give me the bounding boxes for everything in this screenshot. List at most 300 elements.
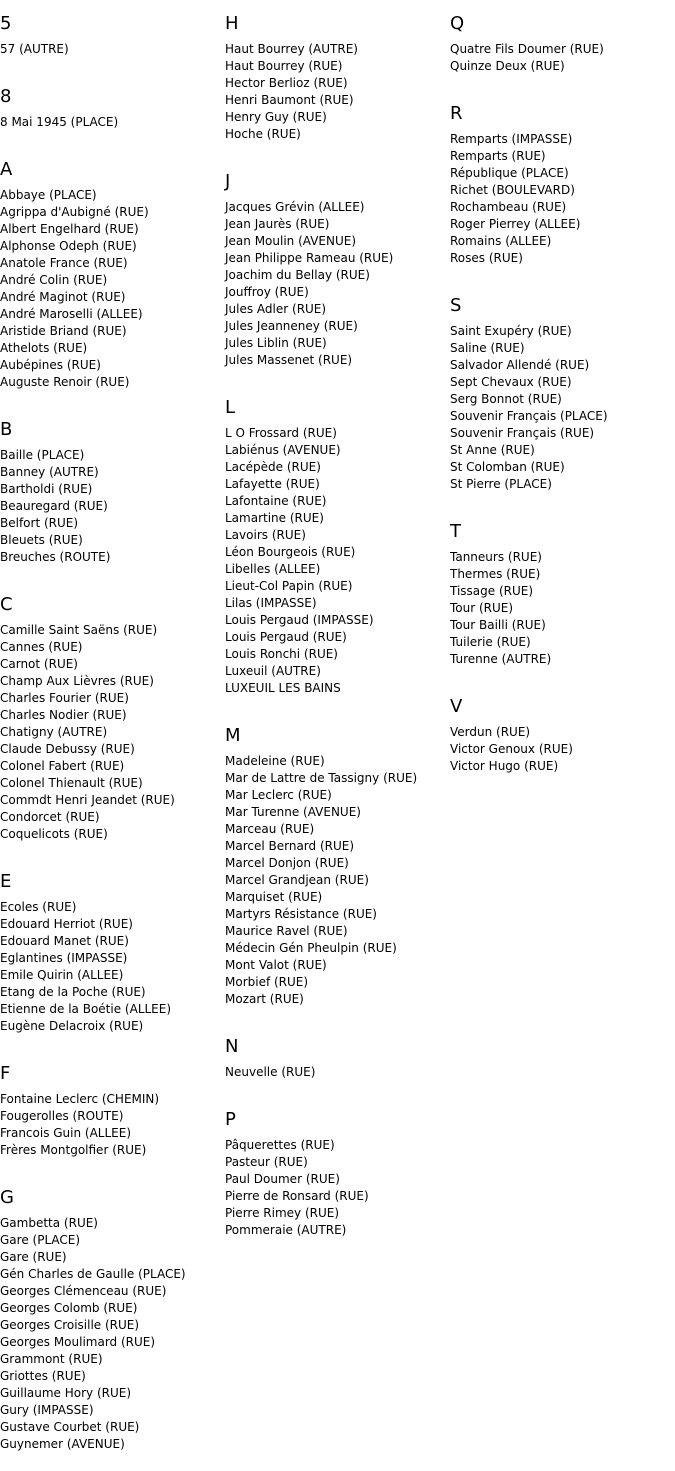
street-link[interactable]: Jacques Grévin (ALLEE): [225, 200, 365, 214]
street-list-item: [0, 306, 225, 323]
street-list-item: [225, 957, 450, 974]
street-list: [450, 319, 675, 493]
street-link[interactable]: Remparts (RUE): [450, 149, 546, 163]
street-list-item: [450, 182, 675, 199]
street-link[interactable]: Gare (RUE): [0, 1250, 67, 1264]
street-link[interactable]: Georges Moulimard (RUE): [0, 1335, 156, 1349]
section-spacer: [450, 75, 675, 90]
street-link[interactable]: Athelots (RUE): [0, 341, 88, 355]
street-link[interactable]: Hector Berlioz (RUE): [225, 76, 348, 90]
street-link[interactable]: Jouffroy (RUE): [225, 285, 309, 299]
street-list-item: [0, 1283, 225, 1300]
street-link[interactable]: Haut Bourrey (RUE): [225, 59, 343, 73]
street-list-item: [225, 335, 450, 352]
street-link[interactable]: Commdt Henri Jeandet (RUE): [0, 793, 175, 807]
street-list-item: [450, 651, 675, 668]
section-spacer: [450, 668, 675, 683]
street-link[interactable]: Gare (PLACE): [0, 1233, 81, 1247]
street-link[interactable]: Mont Valot (RUE): [225, 958, 327, 972]
letter-section: [0, 0, 225, 73]
street-list-item: [450, 741, 675, 758]
street-link[interactable]: Georges Croisille (RUE): [0, 1318, 140, 1332]
street-link[interactable]: Cannes (RUE): [0, 640, 83, 654]
street-link[interactable]: Médecin Gén Pheulpin (RUE): [225, 941, 397, 955]
letter-section: [0, 581, 225, 858]
street-list-item: [225, 41, 450, 58]
street-link[interactable]: Lacépède (RUE): [225, 460, 321, 474]
street-link[interactable]: Grammont (RUE): [0, 1352, 103, 1366]
street-link[interactable]: Claude Debussy (RUE): [0, 742, 135, 756]
street-link[interactable]: Charles Nodier (RUE): [0, 708, 127, 722]
street-list-item: [225, 126, 450, 143]
street-link[interactable]: Joachim du Bellay (RUE): [225, 268, 370, 282]
street-list-item: [450, 459, 675, 476]
street-link[interactable]: Baille (PLACE): [0, 448, 85, 462]
street-list-item: [225, 889, 450, 906]
street-list: [450, 720, 675, 775]
street-list: [450, 37, 675, 75]
street-link[interactable]: Pâquerettes (RUE): [225, 1138, 335, 1152]
street-list-item: [225, 940, 450, 957]
street-link[interactable]: Charles Fourier (RUE): [0, 691, 129, 705]
section-letter-heading: E: [0, 871, 12, 892]
street-list-item: [225, 233, 450, 250]
street-list-item: [0, 1266, 225, 1283]
street-list-item: [0, 289, 225, 306]
street-link[interactable]: Lavoirs (RUE): [225, 528, 306, 542]
street-link[interactable]: Fougerolles (ROUTE): [0, 1109, 124, 1123]
section-letter-heading: T: [450, 521, 461, 542]
street-list-item: [0, 792, 225, 809]
street-link[interactable]: Camille Saint Saëns (RUE): [0, 623, 158, 637]
street-link[interactable]: Romains (ALLEE): [450, 234, 552, 248]
street-link[interactable]: Martyrs Résistance (RUE): [225, 907, 377, 921]
street-list-item: [0, 826, 225, 843]
street-list-item: [0, 899, 225, 916]
street-list-item: [0, 481, 225, 498]
street-link[interactable]: Victor Hugo (RUE): [450, 759, 559, 773]
street-list-item: [225, 1137, 450, 1154]
street-link[interactable]: Georges Colomb (RUE): [0, 1301, 138, 1315]
street-list: [225, 195, 450, 369]
street-list-item: [450, 323, 675, 340]
section-letter-heading: Q: [450, 13, 465, 34]
street-link[interactable]: Roses (RUE): [450, 251, 523, 265]
street-link[interactable]: République (PLACE): [450, 166, 569, 180]
street-list-item: [225, 1064, 450, 1081]
street-list-item: [0, 758, 225, 775]
street-link[interactable]: Victor Genoux (RUE): [450, 742, 573, 756]
street-list-item: [450, 634, 675, 651]
street-link[interactable]: Jules Massenet (RUE): [225, 353, 353, 367]
street-link[interactable]: Tuilerie (RUE): [450, 635, 531, 649]
street-link[interactable]: Labiénus (AVENUE): [225, 443, 341, 457]
street-link[interactable]: Chatigny (AUTRE): [0, 725, 108, 739]
street-list-item: [450, 549, 675, 566]
street-link[interactable]: Lamartine (RUE): [225, 511, 324, 525]
street-list-item: [0, 549, 225, 566]
street-link[interactable]: Griottes (RUE): [0, 1369, 86, 1383]
street-link[interactable]: Jean Moulin (AVENUE): [225, 234, 357, 248]
street-link[interactable]: Tissage (RUE): [450, 584, 534, 598]
street-link[interactable]: Marcel Bernard (RUE): [225, 839, 355, 853]
street-list-item: [0, 639, 225, 656]
street-list-item: [225, 646, 450, 663]
section-spacer: [0, 58, 225, 73]
street-list-item: [0, 323, 225, 340]
street-index-column-3: [450, 0, 675, 790]
section-spacer: [225, 1239, 450, 1254]
street-link[interactable]: Henry Guy (RUE): [225, 110, 327, 124]
street-list-item: [450, 476, 675, 493]
street-link[interactable]: Quatre Fils Doumer (RUE): [450, 42, 604, 56]
letter-section: [0, 406, 225, 581]
street-link[interactable]: Gén Charles de Gaulle (PLACE): [0, 1267, 186, 1281]
street-link[interactable]: Hoche (RUE): [225, 127, 301, 141]
street-link[interactable]: Fontaine Leclerc (CHEMIN): [0, 1092, 160, 1106]
street-list-item: [225, 1171, 450, 1188]
street-link[interactable]: Louis Pergaud (IMPASSE): [225, 613, 374, 627]
street-link[interactable]: Aristide Briand (RUE): [0, 324, 127, 338]
street-link[interactable]: Tour Bailli (RUE): [450, 618, 546, 632]
section-letter-heading: P: [225, 1109, 236, 1130]
letter-section: [0, 146, 225, 406]
street-link[interactable]: Bleuets (RUE): [0, 533, 83, 547]
street-link[interactable]: Edouard Herriot (RUE): [0, 917, 133, 931]
street-link[interactable]: Mar Turenne (AVENUE): [225, 805, 361, 819]
street-link[interactable]: Auguste Renoir (RUE): [0, 375, 130, 389]
street-link[interactable]: Frères Montgolfier (RUE): [0, 1143, 147, 1157]
street-list-item: [225, 1205, 450, 1222]
street-list-item: [0, 204, 225, 221]
street-link[interactable]: Turenne (AUTRE): [450, 652, 552, 666]
street-list-item: [225, 923, 450, 940]
street-link[interactable]: Marcel Grandjean (RUE): [225, 873, 369, 887]
street-link[interactable]: Madeleine (RUE): [225, 754, 325, 768]
street-link[interactable]: Lilas (IMPASSE): [225, 596, 317, 610]
street-link[interactable]: Marceau (RUE): [225, 822, 315, 836]
street-link[interactable]: Gambetta (RUE): [0, 1216, 98, 1230]
street-link[interactable]: Quinze Deux (RUE): [450, 59, 565, 73]
street-link[interactable]: L O Frossard (RUE): [225, 426, 337, 440]
street-link[interactable]: St Colomban (RUE): [450, 460, 565, 474]
street-list-item: [225, 442, 450, 459]
street-link[interactable]: Eglantines (IMPASSE): [0, 951, 128, 965]
street-list-item: [450, 199, 675, 216]
street-list-item: [0, 673, 225, 690]
section-spacer: [0, 1159, 225, 1174]
street-list: [0, 895, 225, 1035]
street-link[interactable]: Lafayette (RUE): [225, 477, 320, 491]
street-link[interactable]: Jules Liblin (RUE): [225, 336, 327, 350]
street-list-item: [0, 272, 225, 289]
street-list: [0, 183, 225, 391]
section-spacer: [0, 566, 225, 581]
street-link[interactable]: Remparts (IMPASSE): [450, 132, 573, 146]
street-link[interactable]: Tanneurs (RUE): [450, 550, 542, 564]
street-list-item: [0, 1215, 225, 1232]
street-list-item: [225, 753, 450, 770]
street-link[interactable]: St Anne (RUE): [450, 443, 535, 457]
street-link[interactable]: Alphonse Odeph (RUE): [0, 239, 137, 253]
street-link[interactable]: Etang de la Poche (RUE): [0, 985, 146, 999]
street-list-item: [0, 916, 225, 933]
street-link[interactable]: Mozart (RUE): [225, 992, 304, 1006]
street-link[interactable]: Emile Quirin (ALLEE): [0, 968, 124, 982]
street-link[interactable]: Luxeuil (AUTRE): [225, 664, 321, 678]
section-letter-heading: S: [450, 295, 462, 316]
street-link[interactable]: Pierre Rimey (RUE): [225, 1206, 340, 1220]
street-list-item: [0, 741, 225, 758]
street-list-item: [225, 1154, 450, 1171]
street-link[interactable]: Eugène Delacroix (RUE): [0, 1019, 144, 1033]
street-list: [0, 1211, 225, 1453]
street-link[interactable]: Louis Pergaud (RUE): [225, 630, 347, 644]
street-list-item: [0, 690, 225, 707]
street-list-item: [0, 950, 225, 967]
street-link[interactable]: Banney (AUTRE): [0, 465, 99, 479]
street-link[interactable]: Jean Philippe Rameau (RUE): [225, 251, 394, 265]
section-spacer: [0, 391, 225, 406]
street-list-item: [450, 408, 675, 425]
section-letter-heading: N: [225, 1036, 239, 1057]
street-link[interactable]: Roger Pierrey (ALLEE): [450, 217, 581, 231]
street-list-item: [450, 758, 675, 775]
street-list-item: [225, 510, 450, 527]
street-link[interactable]: Condorcet (RUE): [0, 810, 100, 824]
street-list-item: [0, 707, 225, 724]
street-list-item: [0, 1300, 225, 1317]
street-list-item: [0, 622, 225, 639]
street-list: [225, 1060, 450, 1081]
street-link[interactable]: Morbief (RUE): [225, 975, 309, 989]
street-link[interactable]: Beauregard (RUE): [0, 499, 108, 513]
street-link[interactable]: Abbaye (PLACE): [0, 188, 97, 202]
letter-section: [450, 282, 675, 508]
street-link[interactable]: Léon Bourgeois (RUE): [225, 545, 356, 559]
street-link[interactable]: Tour (RUE): [450, 601, 514, 615]
street-list-item: [0, 340, 225, 357]
street-list-item: [225, 838, 450, 855]
letter-section: [450, 683, 675, 790]
street-link[interactable]: Maurice Ravel (RUE): [225, 924, 348, 938]
street-link[interactable]: Colonel Thienault (RUE): [0, 776, 143, 790]
street-list-item: [225, 58, 450, 75]
street-link[interactable]: Edouard Manet (RUE): [0, 934, 129, 948]
street-link[interactable]: Paul Doumer (RUE): [225, 1172, 340, 1186]
street-list-item: [0, 1142, 225, 1159]
street-link[interactable]: Souvenir Français (PLACE): [450, 409, 608, 423]
street-link[interactable]: Pasteur (RUE): [225, 1155, 308, 1169]
street-link[interactable]: Etienne de la Boétie (ALLEE): [0, 1002, 172, 1016]
street-list: [0, 110, 225, 131]
section-letter-heading: C: [0, 594, 13, 615]
street-list-item: [0, 1232, 225, 1249]
street-list-item: [225, 578, 450, 595]
street-link[interactable]: Serg Bonnot (RUE): [450, 392, 562, 406]
street-list-item: [225, 595, 450, 612]
street-link[interactable]: Albert Engelhard (RUE): [0, 222, 139, 236]
street-list-item: [225, 216, 450, 233]
street-link[interactable]: Haut Bourrey (AUTRE): [225, 42, 358, 56]
street-list-item: [225, 770, 450, 787]
street-list: [450, 127, 675, 267]
street-list-item: [450, 148, 675, 165]
street-list-item: [0, 1419, 225, 1436]
street-link[interactable]: Henri Baumont (RUE): [225, 93, 354, 107]
street-link[interactable]: 57 (AUTRE): [0, 42, 69, 56]
street-link[interactable]: Aubépines (RUE): [0, 358, 101, 372]
street-link[interactable]: Richet (BOULEVARD): [450, 183, 575, 197]
street-link[interactable]: Carnot (RUE): [0, 657, 78, 671]
street-link[interactable]: Mar de Lattre de Tassigny (RUE): [225, 771, 418, 785]
street-link[interactable]: Jules Jeanneney (RUE): [225, 319, 358, 333]
street-link[interactable]: Guillaume Hory (RUE): [0, 1386, 132, 1400]
street-list-item: [225, 267, 450, 284]
section-spacer: [450, 775, 675, 790]
street-link[interactable]: Saline (RUE): [450, 341, 525, 355]
street-list-item: [450, 233, 675, 250]
street-link[interactable]: Pierre de Ronsard (RUE): [225, 1189, 369, 1203]
street-link[interactable]: André Maginot (RUE): [0, 290, 126, 304]
street-list-item: [450, 600, 675, 617]
street-link[interactable]: Lieut-Col Papin (RUE): [225, 579, 353, 593]
street-link[interactable]: Rochambeau (RUE): [450, 200, 567, 214]
street-list-item: [450, 165, 675, 182]
street-list: [0, 1087, 225, 1159]
section-spacer: [0, 1035, 225, 1050]
street-link[interactable]: Bartholdi (RUE): [0, 482, 93, 496]
street-link[interactable]: Jean Jaurès (RUE): [225, 217, 330, 231]
street-list-item: [0, 1125, 225, 1142]
street-link[interactable]: Francois Guin (ALLEE): [0, 1126, 132, 1140]
street-list-item: [225, 1222, 450, 1239]
letter-section: [0, 73, 225, 146]
letter-section: [0, 858, 225, 1050]
street-link[interactable]: Thermes (RUE): [450, 567, 541, 581]
section-letter-heading: R: [450, 103, 463, 124]
street-link[interactable]: Saint Exupéry (RUE): [450, 324, 572, 338]
street-list-item: [0, 984, 225, 1001]
street-link[interactable]: Guynemer (AVENUE): [0, 1437, 125, 1451]
street-list-item: [450, 58, 675, 75]
street-list-item: [225, 1188, 450, 1205]
street-link[interactable]: Marcel Donjon (RUE): [225, 856, 349, 870]
street-list-item: [225, 493, 450, 510]
street-link[interactable]: Breuches (ROUTE): [0, 550, 111, 564]
letter-section: [450, 0, 675, 90]
street-link[interactable]: 8 Mai 1945 (PLACE): [0, 115, 119, 129]
street-list-item: [450, 425, 675, 442]
street-link[interactable]: Jules Adler (RUE): [225, 302, 327, 316]
street-link[interactable]: Libelles (ALLEE): [225, 562, 321, 576]
street-link[interactable]: Lafontaine (RUE): [225, 494, 327, 508]
street-link[interactable]: André Colin (RUE): [0, 273, 108, 287]
street-list-item: [225, 250, 450, 267]
street-list-item: [225, 527, 450, 544]
street-list-item: [225, 974, 450, 991]
street-list-item: [225, 544, 450, 561]
street-list-item: [225, 476, 450, 493]
street-list: [450, 545, 675, 668]
section-spacer: [450, 493, 675, 508]
street-link[interactable]: Ecoles (RUE): [0, 900, 77, 914]
section-letter-heading: G: [0, 1187, 14, 1208]
letter-section: [0, 1050, 225, 1174]
street-index-column-1: [0, 0, 225, 1468]
street-link[interactable]: Champ Aux Lièvres (RUE): [0, 674, 154, 688]
street-list-item: [0, 464, 225, 481]
section-spacer: [450, 267, 675, 282]
section-letter-heading: A: [0, 159, 13, 180]
street-list: [225, 1133, 450, 1239]
street-link[interactable]: Mar Leclerc (RUE): [225, 788, 332, 802]
street-list-item: [450, 131, 675, 148]
street-list-item: [0, 1385, 225, 1402]
letter-section: [450, 508, 675, 683]
street-link[interactable]: Georges Clémenceau (RUE): [0, 1284, 167, 1298]
street-list-item: [450, 617, 675, 634]
street-list-item: [225, 612, 450, 629]
street-list-item: [225, 318, 450, 335]
street-list-item: [225, 561, 450, 578]
street-link[interactable]: Anatole France (RUE): [0, 256, 128, 270]
street-list-item: [0, 221, 225, 238]
street-link[interactable]: Coquelicots (RUE): [0, 827, 108, 841]
street-list-item: [0, 187, 225, 204]
street-link[interactable]: Verdun (RUE): [450, 725, 531, 739]
street-list-item: [0, 447, 225, 464]
street-list-item: [0, 809, 225, 826]
street-link[interactable]: André Maroselli (ALLEE): [0, 307, 143, 321]
street-index-column-2: [225, 0, 450, 1254]
street-list: [0, 443, 225, 566]
street-link[interactable]: Souvenir Français (RUE): [450, 426, 595, 440]
section-letter-heading: J: [225, 171, 231, 192]
street-link[interactable]: Pommeraie (AUTRE): [225, 1223, 347, 1237]
street-link[interactable]: Gustave Courbet (RUE): [0, 1420, 140, 1434]
letter-section: [225, 1096, 450, 1254]
street-list-item: [225, 804, 450, 821]
street-list-item: [0, 1018, 225, 1035]
street-link[interactable]: Belfort (RUE): [0, 516, 79, 530]
street-list-item: [0, 1091, 225, 1108]
street-link[interactable]: Marquiset (RUE): [225, 890, 323, 904]
street-list-item: [450, 250, 675, 267]
street-list-item: [450, 357, 675, 374]
section-letter-heading: B: [0, 419, 13, 440]
section-spacer: [225, 143, 450, 158]
section-spacer: [225, 1008, 450, 1023]
street-list-item: [0, 1317, 225, 1334]
street-list-item: [0, 238, 225, 255]
street-link[interactable]: Louis Ronchi (RUE): [225, 647, 338, 661]
street-link[interactable]: Neuvelle (RUE): [225, 1065, 316, 1079]
street-list-item: [0, 1334, 225, 1351]
street-link[interactable]: Gury (IMPASSE): [0, 1403, 94, 1417]
street-list-item: [0, 1402, 225, 1419]
street-link[interactable]: Agrippa d'Aubigné (RUE): [0, 205, 149, 219]
street-list-item: [225, 301, 450, 318]
street-link[interactable]: St Pierre (PLACE): [450, 477, 552, 491]
street-link[interactable]: Sept Chevaux (RUE): [450, 375, 572, 389]
street-link[interactable]: Salvador Allendé (RUE): [450, 358, 590, 372]
street-list-item: [225, 75, 450, 92]
section-spacer: [225, 1081, 450, 1096]
street-link[interactable]: Colonel Fabert (RUE): [0, 759, 125, 773]
letter-section: [225, 1023, 450, 1096]
street-link[interactable]: LUXEUIL LES BAINS: [225, 681, 341, 695]
